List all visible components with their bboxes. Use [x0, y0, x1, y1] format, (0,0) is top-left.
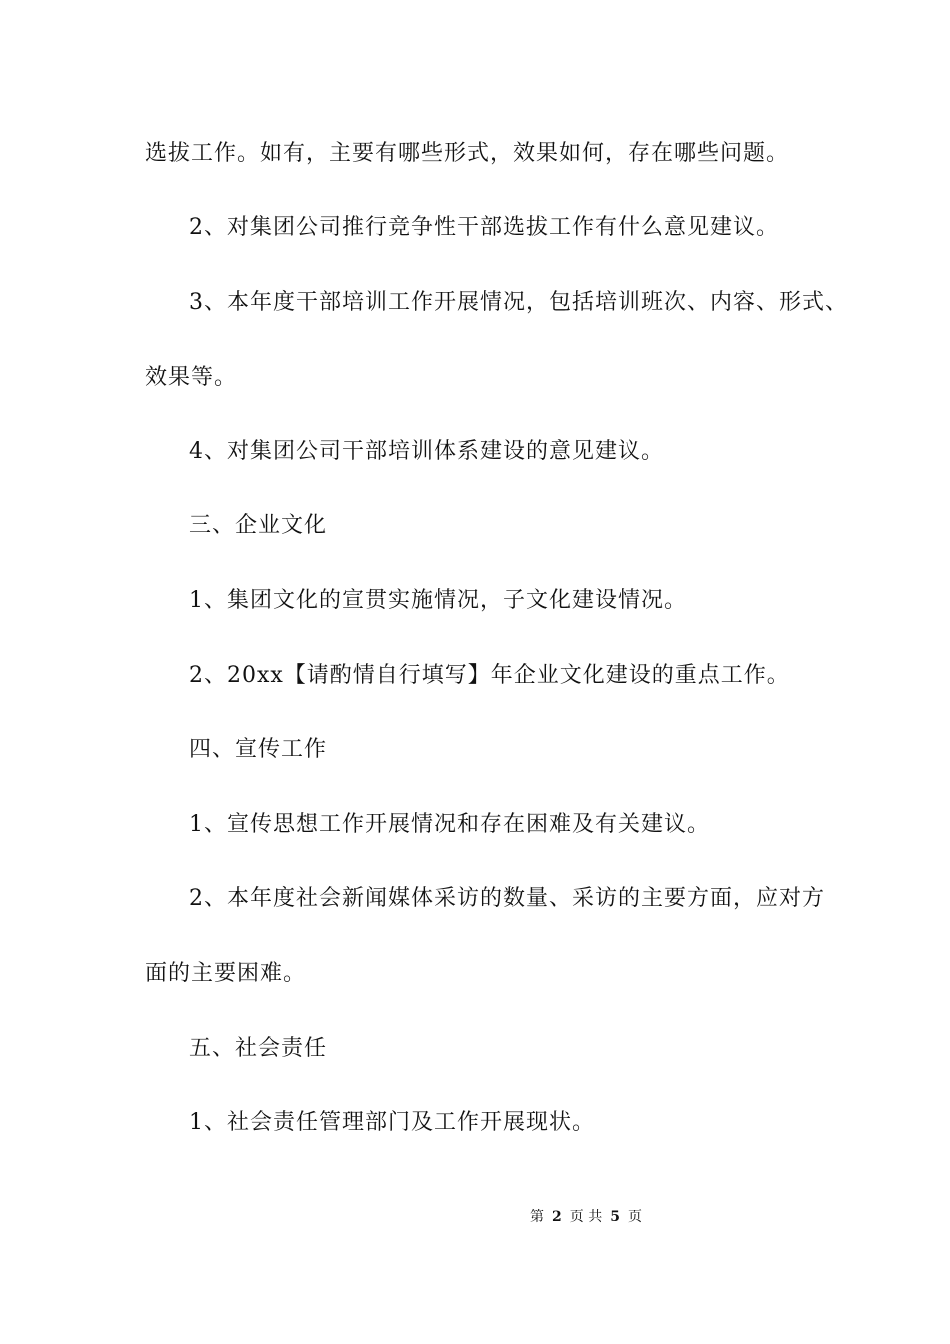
paragraph-line: 1、社会责任管理部门及工作开展现状。 [189, 1110, 595, 1135]
current-page-number: 2 [552, 1209, 562, 1225]
section-heading: 三、企业文化 [189, 513, 328, 538]
paragraph-line: 效果等。 [145, 365, 238, 390]
paragraph-line: 2、对集团公司推行竞争性干部选拔工作有什么意见建议。 [189, 215, 779, 240]
paragraph-line: 1、集团文化的宣贯实施情况，子文化建设情况。 [189, 588, 687, 613]
paragraph-line: 选拔工作。如有，主要有哪些形式，效果如何，存在哪些问题。 [145, 141, 790, 166]
section-heading: 五、社会责任 [189, 1036, 328, 1061]
paragraph-line: 面的主要困难。 [145, 961, 307, 986]
footer-suffix: 页 [627, 1209, 642, 1225]
section-heading: 四、宣传工作 [189, 737, 328, 762]
footer-middle: 页 共 [569, 1209, 603, 1225]
paragraph-line: 2、20xx【请酌情自行填写】年企业文化建设的重点工作。 [189, 663, 790, 688]
paragraph-line: 2、本年度社会新闻媒体采访的数量、采访的主要方面，应对方 [189, 886, 825, 911]
page-footer [0, 1207, 950, 1227]
paragraph-line: 4、对集团公司干部培训体系建设的意见建议。 [189, 439, 664, 464]
footer-prefix: 第 [530, 1209, 545, 1225]
paragraph-line: 1、宣传思想工作开展情况和存在困难及有关建议。 [189, 812, 710, 837]
total-pages-number: 5 [610, 1209, 620, 1225]
paragraph-line: 3、本年度干部培训工作开展情况，包括培训班次、内容、形式、 [189, 290, 848, 315]
